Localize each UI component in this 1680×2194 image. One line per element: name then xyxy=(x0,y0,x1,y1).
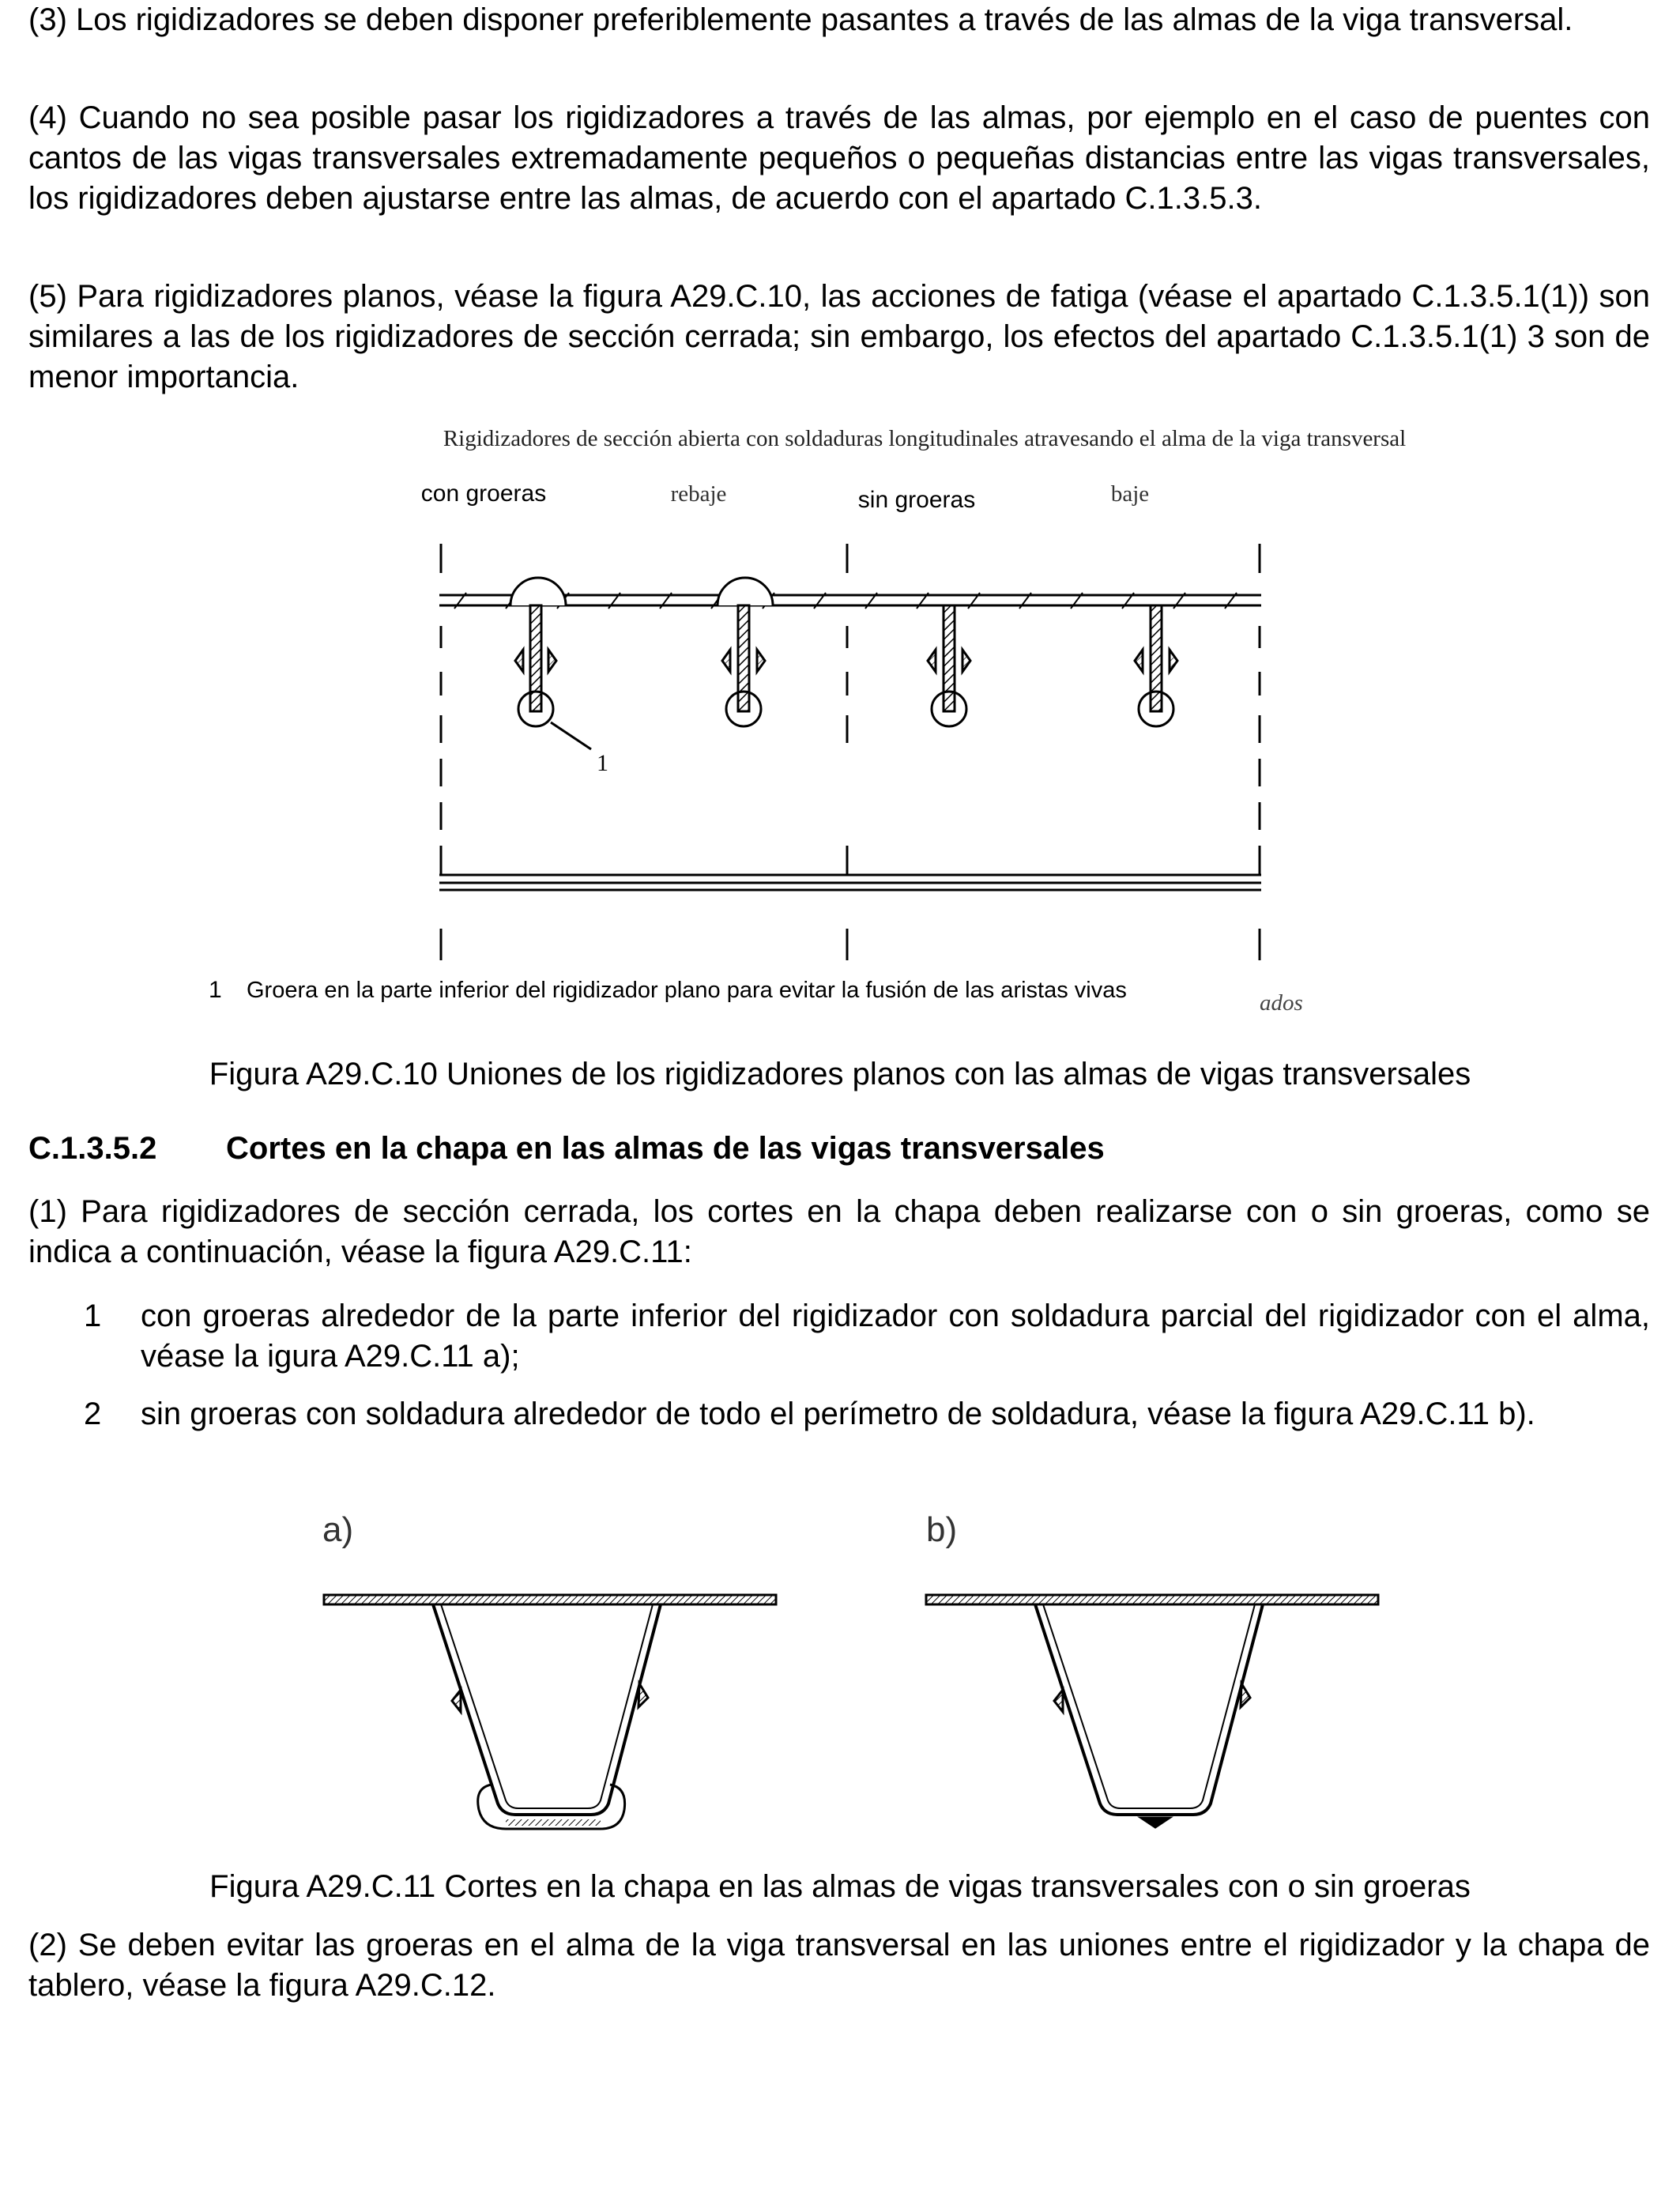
legend-fragment: ados xyxy=(1260,990,1303,1016)
label-rebaje: rebaje xyxy=(670,481,727,507)
stiffener-2 xyxy=(718,578,773,726)
paragraph-3: (3) Los rigidizadores se deben disponer preferiblemente pasantes a través de las almas de la viga transversal. xyxy=(28,2,1573,37)
label-con-groeras: con groeras xyxy=(420,481,547,507)
label-b: b) xyxy=(926,1510,958,1549)
label-baje: baje xyxy=(1110,481,1150,507)
section-paragraph-2: (2) Se deben evitar las groeras en el alma de la viga transversal en las uniones entre el rigidizador y la chapa de tablero, véase la figura A29.C.12. xyxy=(28,1928,1650,2003)
figure10-caption: Figura A29.C.10 Uniones de los rigidizadores planos con las almas de vigas transversales xyxy=(209,1057,1471,1091)
figure11-caption: Figura A29.C.11 Cortes en la chapa en las almas de vigas transversales con o sin groeras xyxy=(209,1869,1471,1904)
list-item: con groeras alrededor de la parte inferior del rigidizador con soldadura parcial del rigidizador con el alma, véase la igura A29.C.11 a); xyxy=(141,1299,1650,1374)
callout-number: 1 xyxy=(597,750,608,776)
stiffener-4 xyxy=(1135,605,1177,726)
figure10-title: Rigidizadores de sección abierta con soldaduras longitudinales atravesando el alma de la viga transversal xyxy=(443,426,1407,451)
list-item-number: 2 xyxy=(84,1397,102,1431)
stiffener-3 xyxy=(928,605,970,726)
legend-number: 1 xyxy=(209,977,222,1003)
section-paragraph-1: (1) Para rigidizadores de sección cerrada, los cortes en la chapa deben realizarse con o sin groeras, como se indica a continuación, véase la figura A29.C.11: xyxy=(28,1194,1650,1269)
label-sin-groeras: sin groeras xyxy=(857,487,976,513)
paragraph-5: (5) Para rigidizadores planos, véase la figura A29.C.10, las acciones de fatiga (véase el apartado C.1.3.5.1(1)) son similares a las de los rigidizadores de sección cerrada; sin embargo, los efectos del apartado C.1.3.5.1(1) 3 son de menor importancia. xyxy=(28,279,1650,394)
legend-text: Groera en la parte inferior del rigidizador plano para evitar la fusión de las aristas vivas xyxy=(247,978,1127,1003)
paragraph-4: (4) Cuando no sea posible pasar los rigidizadores a través de las almas, por ejemplo en el caso de puentes con cantos de las vigas transversales extremadamente pequeños o pequeñas distancias entre las vigas transversales, los rigidizadores deben ajustarse entre las almas, de acuerdo con el apartado C.1.3.5.3. xyxy=(28,100,1650,216)
list-item: sin groeras con soldadura alrededor de todo el perímetro de soldadura, véase la figura A29.C.11 b). xyxy=(141,1397,1535,1431)
section-title: Cortes en la chapa en las almas de las vigas transversales xyxy=(226,1131,1105,1166)
bottom-flange xyxy=(439,875,1261,890)
callout-leader xyxy=(551,722,591,749)
section-heading xyxy=(28,1129,1105,1169)
label-a: a) xyxy=(322,1510,354,1549)
figure-a29-c10 xyxy=(0,0,1680,1043)
detail-b xyxy=(926,1595,1378,1827)
list-item-number: 1 xyxy=(84,1299,102,1333)
figure-a29-c11 xyxy=(0,1494,1680,1857)
stiffener-1 xyxy=(510,578,566,726)
detail-a xyxy=(324,1595,776,1829)
section-number: C.1.3.5.2 xyxy=(28,1131,157,1166)
